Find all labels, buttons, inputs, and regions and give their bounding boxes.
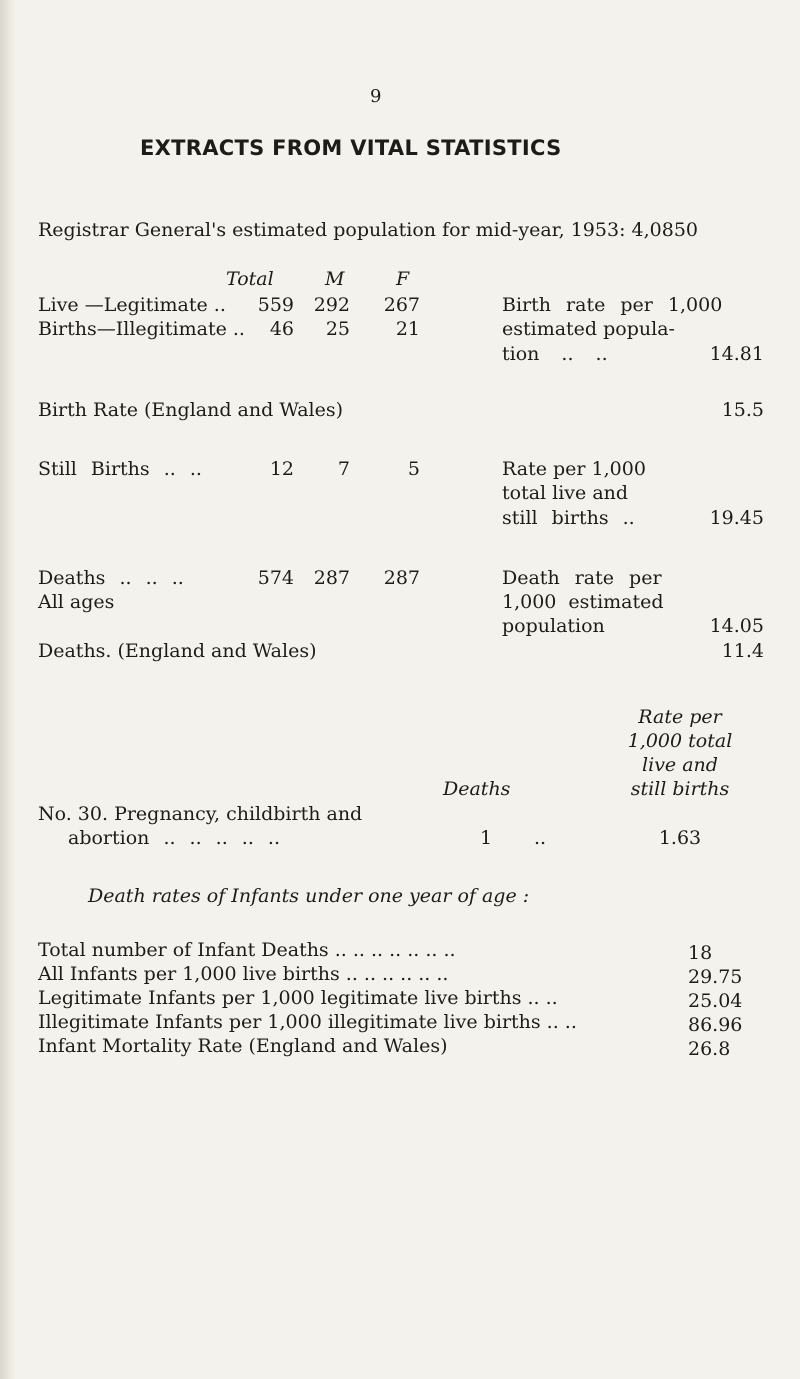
illegit-births-f: 21 bbox=[395, 318, 420, 340]
deaths-label-all-ages: All ages bbox=[38, 591, 115, 613]
maternal-dots: .. bbox=[534, 827, 547, 849]
birth-rate-value: 14.81 bbox=[709, 343, 764, 365]
maternal-label-2: abortion .. .. .. .. .. bbox=[68, 827, 280, 849]
deaths-m: 287 bbox=[313, 567, 350, 589]
header-total: Total bbox=[226, 268, 274, 290]
still-births-total: 12 bbox=[269, 458, 294, 480]
maternal-rate-header-3: live and bbox=[642, 754, 718, 776]
infant-row-label: Total number of Infant Deaths .. .. .. .. .. .. .. bbox=[38, 939, 456, 961]
illegit-births-total: 46 bbox=[269, 318, 294, 340]
birth-rate-ew-label: Birth Rate (England and Wales) bbox=[38, 399, 344, 421]
maternal-rate-header-1: Rate per bbox=[638, 706, 722, 728]
still-rate-value: 19.45 bbox=[709, 507, 764, 529]
header-f: F bbox=[396, 268, 410, 290]
legit-births-m: 292 bbox=[313, 294, 350, 316]
page-edge-shadow bbox=[0, 0, 16, 1379]
death-rate-line2: 1,000 estimated bbox=[502, 591, 664, 613]
infant-row-value: 26.8 bbox=[688, 1038, 731, 1060]
still-rate-line1: Rate per 1,000 bbox=[502, 458, 646, 480]
maternal-rate-header-2: 1,000 total bbox=[627, 730, 733, 752]
legit-births-total: 559 bbox=[257, 294, 294, 316]
legit-births-f: 267 bbox=[383, 294, 420, 316]
maternal-deaths-header: Deaths bbox=[443, 778, 511, 800]
illegit-births-m: 25 bbox=[325, 318, 350, 340]
infant-heading: Death rates of Infants under one year of age : bbox=[88, 885, 530, 907]
page-title: EXTRACTS FROM VITAL STATISTICS bbox=[140, 136, 562, 160]
birth-rate-line1: Birth rate per 1,000 bbox=[502, 294, 723, 316]
deaths-ew-value: 11.4 bbox=[721, 640, 764, 662]
death-rate-value: 14.05 bbox=[709, 615, 764, 637]
still-births-label: Still Births .. .. bbox=[38, 458, 202, 480]
infant-row-label: Infant Mortality Rate (England and Wales) bbox=[38, 1035, 448, 1057]
population-line: Registrar General's estimated population for mid-year, 1953: 4,0850 bbox=[38, 219, 698, 241]
birth-rate-ew-value: 15.5 bbox=[721, 399, 764, 421]
infant-row-value: 86.96 bbox=[688, 1014, 743, 1036]
still-rate-line2: total live and bbox=[502, 482, 629, 504]
header-m: M bbox=[325, 268, 345, 290]
birth-rate-line3: tion .. .. bbox=[502, 343, 608, 365]
birth-rate-line2: estimated popula- bbox=[502, 318, 675, 340]
infant-row-value: 18 bbox=[688, 942, 713, 964]
still-births-f: 5 bbox=[407, 458, 420, 480]
page-number: 9 bbox=[370, 86, 382, 107]
deaths-total: 574 bbox=[257, 567, 294, 589]
death-rate-line1: Death rate per bbox=[502, 567, 662, 589]
maternal-deaths-value: 1 bbox=[480, 827, 493, 849]
deaths-f: 287 bbox=[383, 567, 420, 589]
infant-row-value: 29.75 bbox=[688, 966, 743, 988]
infant-row-label: Illegitimate Infants per 1,000 illegitimate live births .. .. bbox=[38, 1011, 577, 1033]
still-births-m: 7 bbox=[337, 458, 350, 480]
still-rate-line3: still births .. bbox=[502, 507, 635, 529]
deaths-label: Deaths .. .. .. bbox=[38, 567, 184, 589]
infant-row-label: Legitimate Infants per 1,000 legitimate live births .. .. bbox=[38, 987, 558, 1009]
infant-row-value: 25.04 bbox=[688, 990, 743, 1012]
maternal-label-1: No. 30. Pregnancy, childbirth and bbox=[38, 803, 363, 825]
maternal-rate-header-4: still births bbox=[630, 778, 730, 800]
maternal-rate-value: 1.63 bbox=[658, 827, 702, 849]
deaths-ew-label: Deaths. (England and Wales) bbox=[38, 640, 317, 662]
legit-births-label: Live —Legitimate .. bbox=[38, 294, 226, 316]
infant-row-label: All Infants per 1,000 live births .. .. .. .. .. .. bbox=[38, 963, 449, 985]
illegit-births-label: Births—Illegitimate .. bbox=[38, 318, 245, 340]
death-rate-line3: population bbox=[502, 615, 605, 637]
